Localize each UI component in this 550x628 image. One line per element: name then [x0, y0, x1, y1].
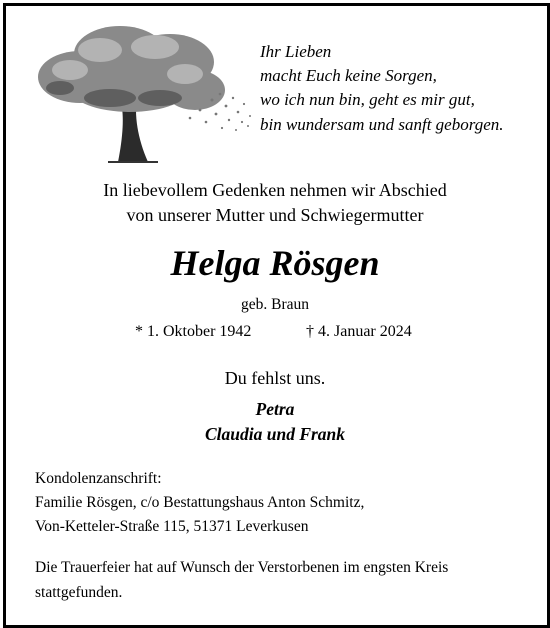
birth-date: * 1. Oktober 1942 [135, 323, 252, 340]
life-dates [0, 323, 550, 347]
poem-line: bin wundersam und sanft geborgen. [260, 114, 504, 134]
intro-line: In liebevollem Gedenken nehmen wir Abschied [103, 180, 447, 200]
intro-line: von unserer Mutter und Schwiegermutter [126, 205, 424, 225]
death-date: † 4. Januar 2024 [306, 323, 412, 340]
condolence-address [35, 467, 364, 539]
poem-line: macht Euch keine Sorgen, [260, 66, 437, 86]
mourners [0, 397, 550, 447]
closing-line: Du fehlst uns. [224, 368, 326, 388]
intro-text [0, 178, 550, 228]
birth-name: geb. Braun [240, 296, 309, 313]
condolence-heading: Kondolenzanschrift: [35, 470, 162, 487]
deceased-name: Helga Rösgen [170, 243, 380, 283]
tree-icon [30, 22, 255, 164]
funeral-notice: Die Trauerfeier hat auf Wunsch der Verstorbenen im engsten Kreis stattgefunden. [35, 559, 449, 601]
poem-line: wo ich nun bin, geht es mir gut, [260, 90, 475, 110]
condolence-line: Von-Ketteler-Straße 115, 51371 Leverkusen [35, 518, 309, 535]
poem-line: Ihr Lieben [260, 42, 332, 61]
mourner-name: Claudia und Frank [204, 424, 346, 444]
condolence-line: Familie Rösgen, c/o Bestattungshaus Anton Schmitz, [35, 494, 365, 511]
mourner-name: Petra [255, 399, 295, 419]
poem [260, 40, 540, 137]
